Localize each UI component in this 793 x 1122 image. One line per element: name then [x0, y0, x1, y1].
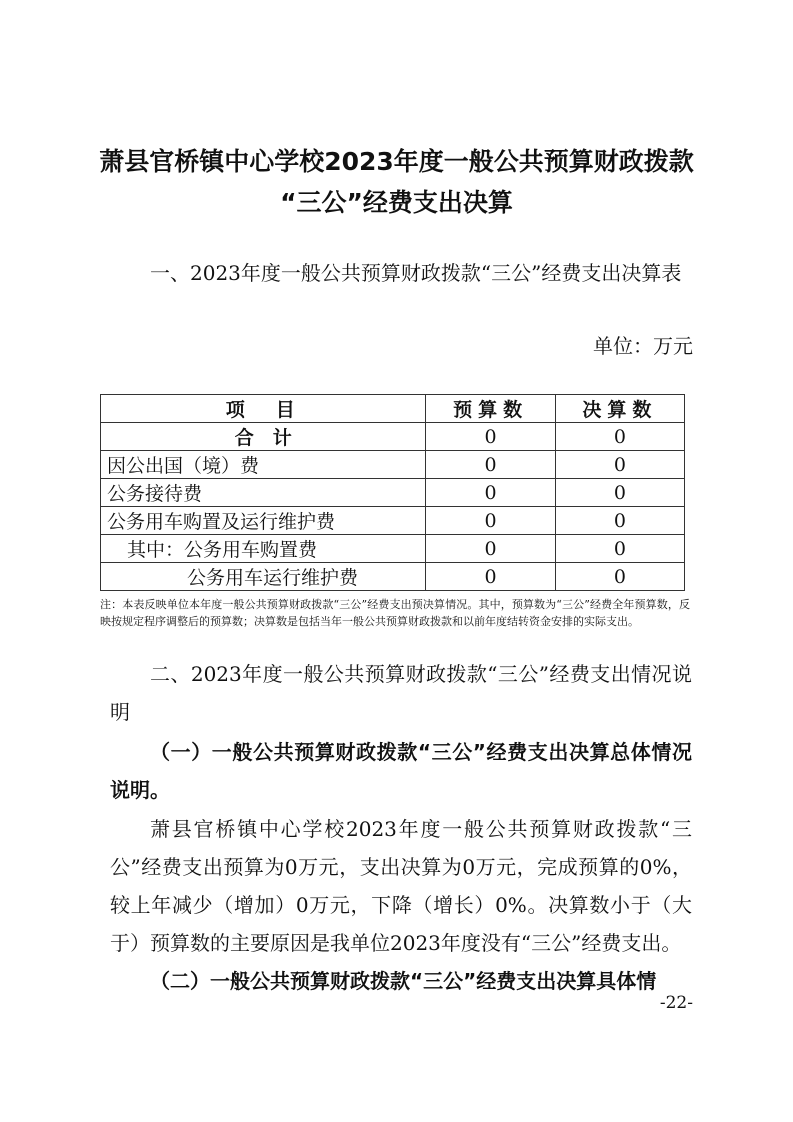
three-public-expenses-table — [100, 394, 685, 591]
document-title-line2: “三公”经费支出决算 — [280, 188, 513, 217]
row-actual: 0 — [555, 423, 684, 451]
table-row — [101, 507, 685, 535]
table-header-row — [101, 395, 685, 423]
row-item: 合 计 — [101, 423, 426, 451]
row-actual: 0 — [555, 479, 684, 507]
row-actual: 0 — [555, 535, 684, 563]
row-actual: 0 — [555, 451, 684, 479]
unit-label: 单位：万元 — [593, 334, 693, 358]
table-row — [101, 563, 685, 591]
page-number: -22- — [659, 993, 693, 1013]
section1-heading: 一、2023年度一般公共预算财政拨款“三公”经费支出决算表 — [150, 261, 682, 285]
row-item: 其中：公务用车购置费 — [101, 535, 426, 563]
section2-heading: 二、2023年度一般公共预算财政拨款“三公”经费支出情况说明 — [110, 662, 692, 724]
row-budget: 0 — [426, 423, 555, 451]
row-budget: 0 — [426, 451, 555, 479]
header-actual: 决算数 — [555, 395, 684, 423]
header-budget: 预算数 — [426, 395, 555, 423]
subsection1-heading: （一）一般公共预算财政拨款“三公”经费支出决算总体情况说明。 — [110, 740, 692, 802]
table-row — [101, 535, 685, 563]
row-budget: 0 — [426, 535, 555, 563]
row-budget: 0 — [426, 479, 555, 507]
document-title-line1: 萧县官桥镇中心学校2023年度一般公共预算财政拨款 — [99, 147, 694, 176]
row-item: 因公出国（境）费 — [101, 451, 426, 479]
table-row — [101, 423, 685, 451]
row-budget: 0 — [426, 507, 555, 535]
row-budget: 0 — [426, 563, 555, 591]
row-actual: 0 — [555, 507, 684, 535]
table-row — [101, 479, 685, 507]
table-note: 注：本表反映单位本年度一般公共预算财政拨款“三公”经费支出预决算情况。其中，预算数为“三公”经费全年预算数，反映按规定程序调整后的预算数；决算数是包括当年一般公共预算财政拨款和以前年度结转资金安排的实际支出。 — [100, 598, 690, 628]
subsection2-heading: （二）一般公共预算财政拨款“三公”经费支出决算具体情 — [150, 969, 657, 993]
row-item: 公务用车运行维护费 — [101, 563, 426, 591]
subsection1-body: 萧县官桥镇中心学校2023年度一般公共预算财政拨款“三公”经费支出预算为0万元，支出决算为0万元，完成预算的0%，较上年减少（增加）0万元，下降（增长）0%。决算数小于（大于）预算数的主要原因是我单位2023年度没有“三公”经费支出。 — [110, 817, 692, 955]
row-item: 公务用车购置及运行维护费 — [101, 507, 426, 535]
table-row — [101, 451, 685, 479]
header-item: 项 目 — [101, 395, 426, 423]
row-item: 公务接待费 — [101, 479, 426, 507]
row-actual: 0 — [555, 563, 684, 591]
